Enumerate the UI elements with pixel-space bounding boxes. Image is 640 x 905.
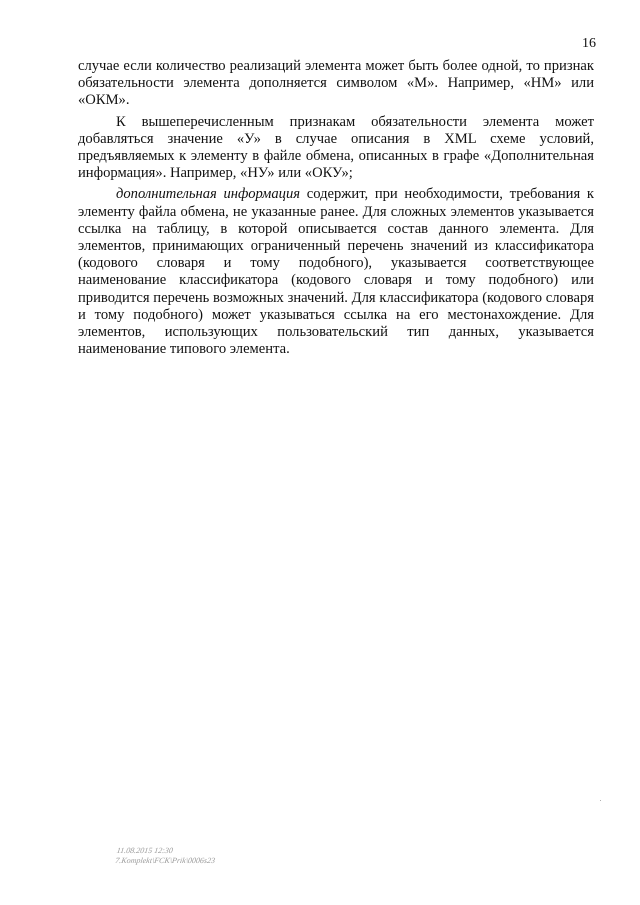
scan-speck xyxy=(600,800,601,801)
footer-stamp-line-2: 7.Komplekt\FCK\Prik\0006s23 xyxy=(114,856,216,865)
paragraph-additional-info xyxy=(78,186,594,358)
page-number: 16 xyxy=(582,36,596,51)
paragraph-mandatory-multiple: случае если количество реализаций элемента может быть более одной, то признак обязательности элемента дополняется символом «М». Например, «НМ» или «ОКМ». xyxy=(78,58,594,109)
document-body xyxy=(78,58,594,362)
additional-info-text: содержит, при необходимости, требования к элементу файла обмена, не указанные ранее. Для сложных элементов указывается ссылка на таблицу, в которой описывается состав данного элемента. Для элементов, принимающих ограниченный перечень значений из классификатора (кодового словаря и тому подобного), указывается соответствующее наименование классификатора (кодового словаря и тому подобного) или приводится перечень возможных значений. Для классификатора (кодового словаря и тому подобного) может указываться ссылка на его местонахождение. Для элементов, использующих пользовательский тип данных, указывается наименование типового элемента. xyxy=(78,186,594,358)
footer-stamp xyxy=(115,846,218,866)
paragraph-condition-flag: К вышеперечисленным признакам обязательности элемента может добавляться значение «У» в случае описания в XML схеме условий, предъявляемых к элементу в файле обмена, описанных в графе «Дополнительная информация». Например, «НУ» или «ОКУ»; xyxy=(78,113,594,182)
term-additional-info: дополнительная информация xyxy=(116,186,301,203)
footer-stamp-line-1: 11.08.2015 12:30 xyxy=(116,846,174,855)
